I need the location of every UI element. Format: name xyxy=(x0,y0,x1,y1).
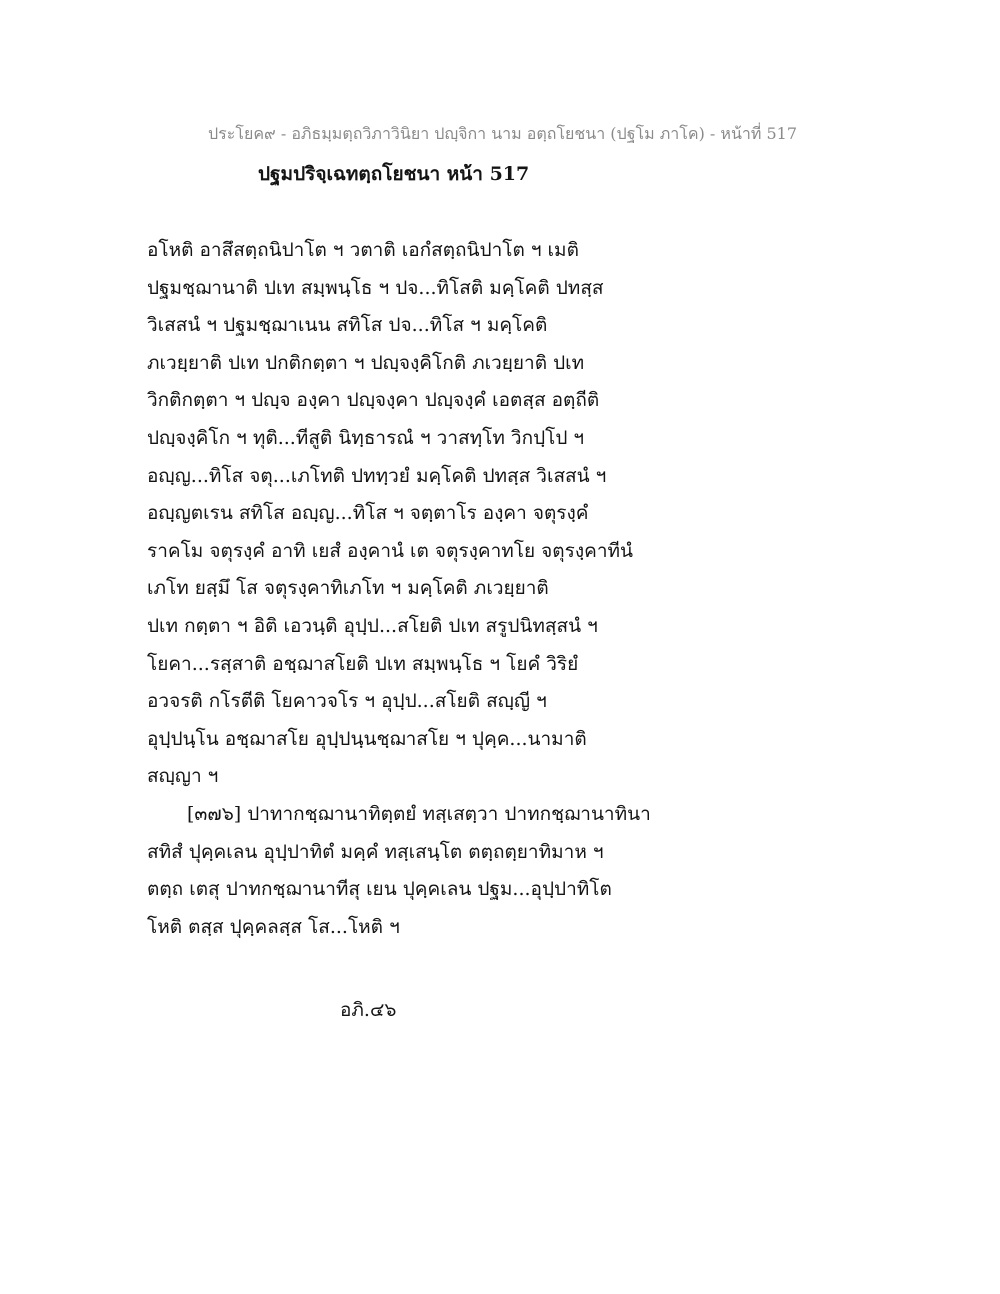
text-line: ภเวยฺยาติ ปเท ปกติกตฺตา ฯ ปญฺจงฺคิโกติ ภเวยฺยาติ ปเท xyxy=(147,351,585,374)
text-line: เภโท ยสฺมึ โส จตุรงฺคาทิเภโท ฯ มคฺโคติ ภเวยฺยาติ xyxy=(147,577,549,600)
page-title: ปฐมปริจฺเฉทตฺถโยชนา หน้า 517 xyxy=(258,163,530,185)
footer-mark: อภิ.๔๖ xyxy=(340,999,397,1021)
text-line: โหติ ตสฺส ปุคฺคลสฺส โส...โหติ ฯ xyxy=(147,915,400,938)
text-line: โยคา...รสฺสาติ อชฺฌาสโยติ ปเท สมฺพนฺโธ ฯ โยคํ วิริยํ xyxy=(147,652,579,675)
text-line: วิเสสนํ ฯ ปฐมชฺฌาเนน สทิโส ปจ...ทิโส ฯ มคฺโคติ xyxy=(147,314,548,337)
text-line: ปเท กตฺตา ฯ อิติ เอวนฺติ อุปฺป...สโยติ ปเท สรูปนิทสฺสนํ ฯ xyxy=(147,614,598,637)
text-line: ปญฺจงฺคิโก ฯ ทุติ...ทีสูติ นิทฺธารณํ ฯ วาสทฺโท วิกปฺโป ฯ xyxy=(147,426,585,449)
text-line: อญฺญตเรน สทิโส อญฺญ...ทิโส ฯ จตฺตาโร องฺคา จตุรงฺคํ xyxy=(147,502,589,525)
text-line: อวจรติ กโรตีติ โยคาวจโร ฯ อุปฺป...สโยติ สญฺญี ฯ xyxy=(147,690,547,713)
body-text xyxy=(147,236,667,950)
text-line: สญฺญา ฯ xyxy=(147,765,219,788)
text-line: ราคโม จตุรงฺคํ อาทิ เยสํ องฺคานํ เต จตุรงฺคาทโย จตุรงฺคาทีนํ xyxy=(147,539,634,562)
text-line: ปฐมชฺฌานาติ ปเท สมฺพนฺโธ ฯ ปจ...ทิโสติ มคฺโคติ ปทสฺส xyxy=(147,276,604,299)
text-line: สทิสํ ปุคฺคเลน อุปฺปาทิตํ มคฺคํ ทสฺเสนฺโต ตตฺถตฺยาทิมาห ฯ xyxy=(147,840,604,863)
text-line: [๓๗๖] ปาทากชฺฌานาทิตฺตยํ ทสฺเสตฺวา ปาทกชฺฌานาทินา xyxy=(187,802,651,825)
text-line: อโหติ อาสึสตฺถนิปาโต ฯ วตาติ เอกํสตฺถนิปาโต ฯ เมติ xyxy=(147,239,579,261)
running-header: ประโยค๙ - อภิธมฺมตฺถวิภาวินิยา ปญฺจิกา นาม อตฺถโยชนา (ปฐโม ภาโค) - หน้าที่ 517 xyxy=(208,124,798,143)
text-line: อุปฺปนฺโน อชฺฌาสโย อุปฺปนฺนชฺฌาสโย ฯ ปุคฺค...นามาติ xyxy=(147,727,587,750)
text-line: อญฺญ...ทิโส จตุ...เภโทติ ปททฺวยํ มคฺโคติ ปทสฺส วิเสสนํ ฯ xyxy=(147,464,607,487)
text-line: ตตฺถ เตสุ ปาทกชฺฌานาทีสุ เยน ปุคฺคเลน ปฐม...อุปฺปาทิโต xyxy=(147,878,612,901)
text-line: วิกติกตฺตา ฯ ปญฺจ องฺคา ปญฺจงฺคา ปญฺจงฺคํ เอตสฺส อตฺถีติ xyxy=(147,389,600,412)
